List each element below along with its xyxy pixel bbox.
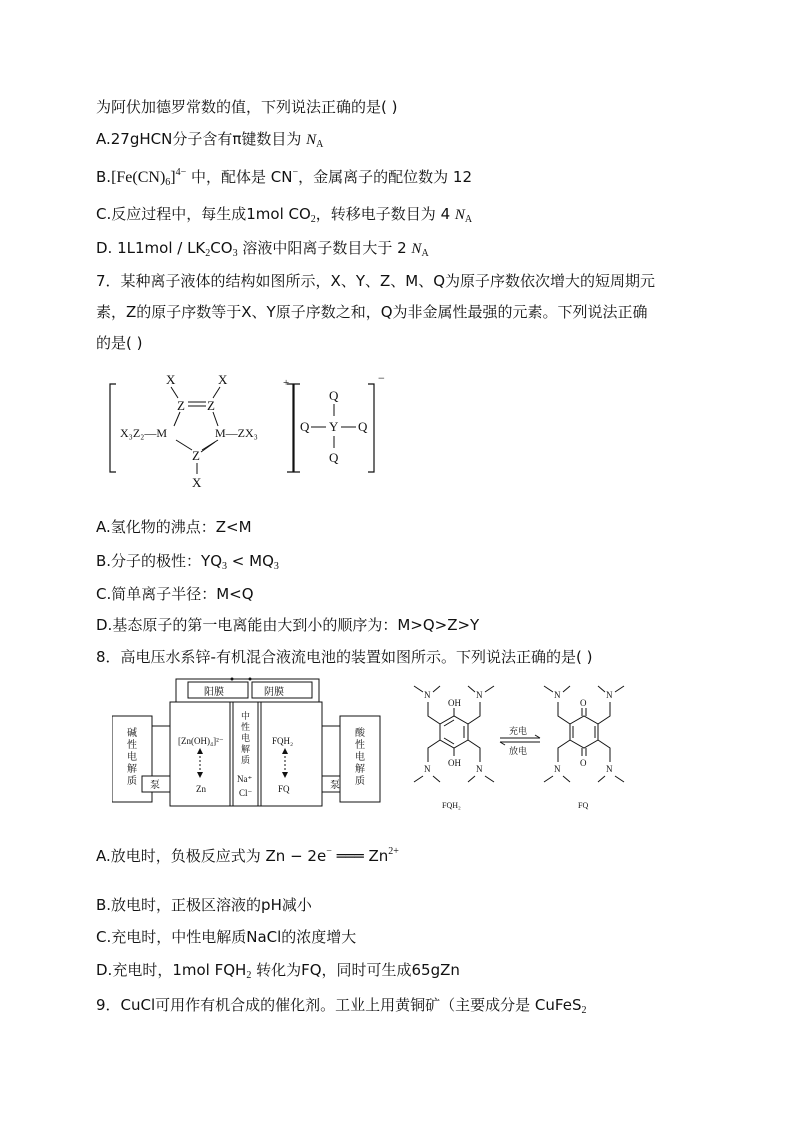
svg-text:N: N [476, 764, 483, 774]
svg-text:放电: 放电 [509, 747, 528, 757]
svg-text:N: N [424, 764, 431, 774]
q8-stem: 8．高电压水系锌-有机混合液流电池的装置如图所示。下列说法正确的是( ) [96, 648, 593, 666]
flow-battery-device [112, 674, 382, 809]
svg-text:电: 电 [355, 752, 365, 763]
svg-text:碱: 碱 [127, 728, 137, 739]
svg-text:N: N [606, 690, 613, 700]
svg-text:Z: Z [207, 398, 215, 413]
svg-text:Z: Z [177, 398, 185, 413]
svg-text:阳膜: 阳膜 [204, 687, 224, 698]
svg-text:X₃Z₂—M: X₃Z₂—M [120, 426, 168, 440]
q6-option-b: $B.[Fe(CN)_6]^{4-}$ 中，配体是 CN−，金属离子的配位数为 12 [96, 167, 472, 188]
q9-stem: 9．CuCl可用作有机合成的催化剂。工业上用黄铜矿（主要成分是 CuFeS$_2$ [96, 996, 587, 1016]
svg-text:性: 性 [355, 740, 365, 751]
svg-text:[Zn(OH)₄]²⁻: [Zn(OH)₄]²⁻ [178, 736, 224, 746]
q6-stem: 为阿伏加德罗常数的值，下列说法正确的是( ) [96, 98, 398, 116]
svg-text:酸: 酸 [355, 728, 365, 739]
svg-text:质: 质 [355, 776, 365, 787]
q7-option-b: B.分子的极性：$YQ_3 < MQ_3$ [96, 552, 279, 572]
q7-stem-line3: 的是( ) [96, 334, 143, 352]
svg-text:Q: Q [329, 450, 339, 465]
svg-text:Zn: Zn [196, 784, 206, 794]
svg-text:N: N [606, 764, 613, 774]
q7-stem-line1: 7．某种离子液体的结构如图所示，X、Y、Z、M、Q为原子序数依次增大的短周期元 [96, 272, 656, 290]
ionic-liquid-structure [100, 362, 400, 497]
svg-text:性: 性 [127, 740, 137, 751]
svg-text:N: N [424, 690, 431, 700]
svg-text:O: O [580, 698, 587, 708]
svg-text:Y: Y [329, 419, 339, 434]
svg-text:FQH₂: FQH₂ [272, 736, 294, 746]
q6-option-c: C.反应过程中，每生成1mol $CO_2$，转移电子数目为 4 $N_A$ [96, 205, 473, 225]
q7-option-d: D.基态原子的第一电离能由大到小的顺序为：M>Q>Z>Y [96, 616, 480, 634]
svg-text:FQH₂: FQH₂ [442, 801, 461, 810]
svg-text:解: 解 [241, 744, 251, 754]
q8-option-b: B.放电时，正极区溶液的pH减小 [96, 896, 312, 914]
svg-text:泵: 泵 [150, 780, 160, 791]
fq-redox-reaction [392, 676, 642, 814]
svg-text:泵: 泵 [330, 780, 340, 791]
svg-text:质: 质 [127, 776, 137, 787]
svg-text:OH: OH [448, 698, 461, 708]
svg-text:+: + [283, 377, 290, 389]
svg-text:Q: Q [358, 419, 368, 434]
svg-text:阴膜: 阴膜 [264, 687, 284, 698]
svg-text:FQ: FQ [278, 784, 290, 794]
q7-option-c: C.简单离子半径：M<Q [96, 585, 254, 603]
svg-text:N: N [476, 690, 483, 700]
svg-text:性: 性 [241, 722, 251, 732]
q7-stem-line2: 素，Z的原子序数等于X、Y原子序数之和，Q为非金属性最强的元素。下列说法正确 [96, 303, 648, 321]
svg-text:M—ZX₃: M—ZX₃ [215, 426, 258, 440]
svg-text:Z: Z [192, 448, 200, 463]
svg-text:−: − [378, 371, 385, 385]
q7-option-a: A.氢化物的沸点：Z<M [96, 518, 252, 536]
svg-text:质: 质 [241, 755, 251, 765]
q8-option-c: C.充电时，中性电解质NaCl的浓度增大 [96, 928, 357, 946]
q6-option-a: A.27gHCN分子含有π键数目为 $N_A$ [96, 130, 324, 150]
svg-text:N: N [554, 690, 561, 700]
svg-text:O: O [580, 758, 587, 768]
svg-text:Q: Q [300, 419, 310, 434]
q8-option-a: A.放电时，负极反应式为 Zn − 2e− ═══ $Zn^{2+}$ [96, 846, 399, 865]
svg-text:OH: OH [448, 758, 461, 768]
svg-text:X: X [192, 475, 202, 490]
svg-text:FQ: FQ [578, 801, 589, 810]
svg-text:X: X [166, 372, 176, 387]
q8-option-d: D.充电时，1mol $FQH_2$ 转化为FQ，同时可生成65gZn [96, 961, 460, 981]
svg-text:解: 解 [355, 764, 365, 775]
svg-text:解: 解 [127, 764, 137, 775]
svg-text:电: 电 [127, 752, 137, 763]
svg-text:N: N [554, 764, 561, 774]
svg-text:X: X [218, 372, 228, 387]
svg-text:充电: 充电 [509, 727, 528, 737]
svg-text:Q: Q [329, 388, 339, 403]
svg-text:电: 电 [241, 733, 251, 743]
q6-option-d: D. $1L1mol / LK_2CO_3$ 溶液中阳离子数目大于 2 $N_A$ [96, 239, 429, 259]
svg-text:Cl⁻: Cl⁻ [239, 788, 253, 798]
svg-text:Na⁺: Na⁺ [237, 774, 253, 784]
svg-text:中: 中 [241, 711, 251, 721]
